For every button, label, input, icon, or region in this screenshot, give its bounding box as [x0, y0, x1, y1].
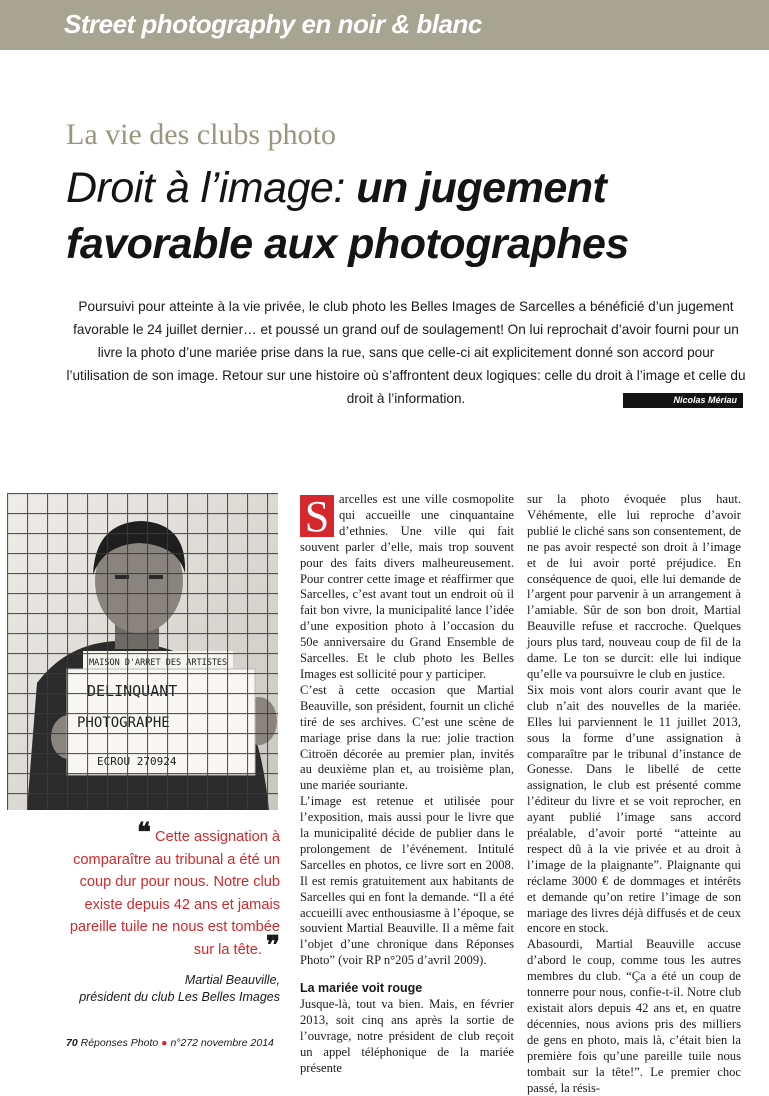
pull-quote [64, 818, 280, 961]
article-photo [7, 493, 278, 810]
paragraph-text: arcelles est une ville cosmopolite qui accueille une cinquantaine d’ethnies. Une ville qui fait souvent parler d’elle, mais trop souvent pour des faits divers malheureusement. Pour contrer cette image et réaffirmer que Sarcelles, c’est avant tout un endroit où il fait bon vivre, la municipalité lance l’idée d’une exposition photo à l’occasion du 50e anniversaire du Grand Ensemble de Sarcelles. Et le club photo les Belles Images est sollicité pour y participer. [300, 492, 514, 681]
section-title: Street photography en noir & blanc [64, 9, 482, 39]
quote-role: président du club Les Belles Images [79, 990, 280, 1004]
magazine-name: Réponses Photo [80, 1037, 159, 1049]
headline-heavy-1: un jugement [356, 164, 607, 212]
paragraph: sur la photo évoquée plus haut. Véhémente, elle lui reproche d’avoir publié le cliché sans son consentement, de ne pas avoir respecté son droit à l’image et de lui avoir porté préjudice. En conséquence de quoi, elle lui demande de l’argent pour parvenir à un arrangement à l’amiable. Sûr de son bon droit, Martial Beauville refuse et raccroche. Quelques jours plus tard, nouveau coup de fil de la dame. Le ton se durcit: elle lui indique qu’elle va poursuivre le club en justice. [527, 492, 741, 681]
quote-open-icon: ❝ [136, 818, 151, 847]
body-column-2 [527, 492, 741, 1096]
headline-heavy-2: favorable aux photographes [66, 220, 629, 268]
bullet-icon: ● [161, 1037, 168, 1049]
byline: Nicolas Mériau [623, 393, 743, 408]
headline-light: Droit à l’image: [66, 164, 345, 212]
drop-cap: S [300, 495, 334, 537]
headline [66, 160, 766, 272]
paragraph: Abasourdi, Martial Beauville accuse d’abord le coup, comme tous les autres membres du club. “Ça a été un coup de tonnerre pour nous, confie-t-il. Notre club existait alors depuis 42 ans et, en quatre décennies, nous avions pris des milliers de gens en photo, mais là, c’était bien la première fois qu’une pareille tuile nous tombait sur la tête!”. Le premier choc passé, la résis- [527, 937, 741, 1095]
paragraph: L’image est retenue et utilisée pour l’exposition, mais aussi pour le livre que la municipalité décide de publier dans le prolongement de l’événement. Intitulé Sarcelles en photos, ce livre sort en 2008. Il est remis gratuitement aux habitants de Sarcelles qui en font la demande. “Il a été accueilli avec enthousiasme à l’époque, se souvient Martial Beauville. Il a même fait l’objet d’une chronique dans Réponses Photo” (voir RP n°205 d’avril 2009). [300, 794, 514, 968]
pull-quote-text: Cette assignation à comparaître au tribunal a été un coup dur pour nous. Notre club existe depuis 42 ans et jamais pareille tuile ne nous est tombée sur la tête. [69, 829, 280, 958]
paragraph: Six mois vont alors courir avant que le club n’ait des nouvelles de la mariée. Elles lui parviennent le 11 juillet 2013, sous la forme d’une assignation à comparaître par le tribunal d’instance de Gonesse. Dans le libellé de cette assignation, le club est présenté comme l’éditeur du livre et se voit reprocher, en ayant publié l’image sans accord préalable, d’avoir porté “atteinte au respect dû à la vie privée et au droit à l’image de la plaignante”. Plaignante qui réclame 3000 € de dommages et intérêts et demande qu’on retire l’image de son mariage des livres déjà diffusés et de ceux encore en stock. [527, 682, 741, 936]
quote-close-icon: ❞ [266, 930, 280, 960]
photo-illustration [7, 493, 278, 810]
page-number: 70 [66, 1037, 78, 1049]
paragraph: Jusque-là, tout va bien. Mais, en février 2013, soit cinq ans après la sortie de l’ouvrage, notre président de club reçoit un appel téléphonique de la mariée présente [300, 997, 514, 1075]
quote-author: Martial Beauville, [184, 973, 280, 987]
page-footer [66, 1037, 274, 1049]
subheading: La mariée voit rouge [300, 981, 423, 996]
issue-info: n°272 novembre 2014 [170, 1037, 274, 1049]
body-column-1 [300, 492, 514, 1077]
section-band [0, 0, 769, 50]
standfirst: Poursuivi pour atteinte à la vie privée, le club photo les Belles Images de Sarcelles a bénéficié d’un jugement favorable le 24 juillet dernier… et poussé un grand ouf de soulagement! On lui reprochait d’avoir fourni pour un livre la photo d’une mariée prise dans la rue, sans que celle-ci ait explicitement donné son accord pour l’utilisation de son image. Retour sur une histoire où s’affrontent deux logiques: celle du droit à l’image et celle du droit à l’information. [66, 299, 746, 406]
paragraph: C’est à cette occasion que Martial Beauville, son président, fournit un cliché tiré de ses archives. C’est une scène de mariage prise dans la rue: jolie traction Citroën décorée au premier plan, invités au deuxième plan et, au troisième plan, une mariée souriante. [300, 682, 514, 793]
wire-grid [7, 493, 278, 810]
paragraph [300, 492, 514, 683]
quote-attribution [70, 972, 280, 1006]
kicker: La vie des clubs photo [66, 118, 336, 151]
